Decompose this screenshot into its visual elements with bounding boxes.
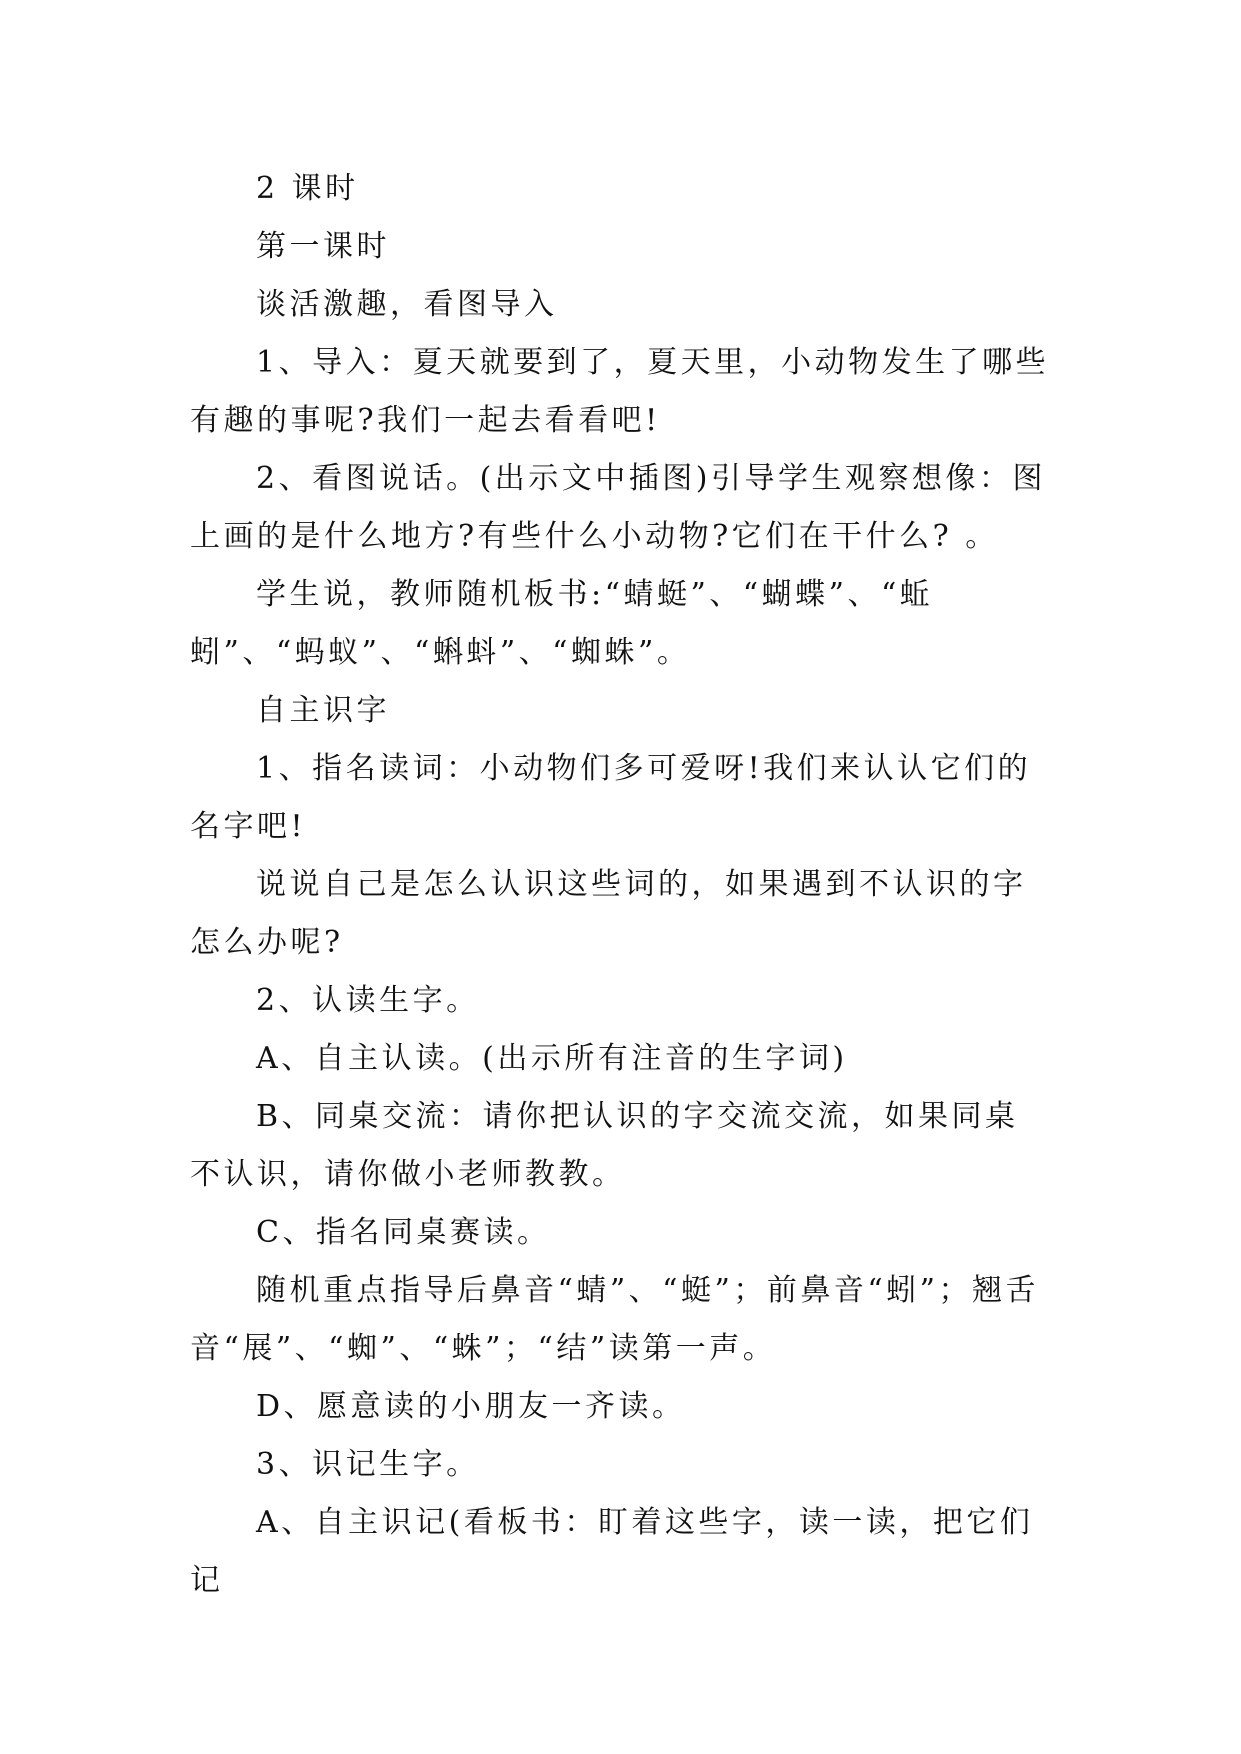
- paragraph-step-d: D、愿意读的小朋友一齐读。: [256, 1389, 686, 1424]
- document-body: [190, 160, 1050, 1610]
- paragraph-board-writing: 学生说，教师随机板书:“蜻蜓”、“蝴蝶”、“蚯蚓”、“蚂蚁”、“蝌蚪”、“蜘蛛”。: [190, 577, 934, 670]
- paragraph-read-words: 1、指名读词：小动物们多可爱呀!我们来认认它们的名字吧!: [190, 751, 1032, 844]
- paragraph-memorize-characters: 3、识记生字。: [256, 1447, 480, 1482]
- paragraph-first-lesson: 第一课时: [256, 229, 390, 264]
- paragraph-intro-step-2: 2、看图说话。(出示文中插图)引导学生观察想像：图上画的是什么地方?有些什么小动物?它们在干什么? 。: [190, 461, 1046, 554]
- paragraph-memorize-step-a: A、自主识记(看板书：盯着这些字，读一读，把它们记: [190, 1505, 1034, 1598]
- paragraph-step-b: B、同桌交流：请你把认识的字交流交流，如果同桌不认识，请你做小老师教教。: [190, 1099, 1019, 1192]
- paragraph-discuss-method: 说说自己是怎么认识这些词的，如果遇到不认识的字怎么办呢?: [190, 867, 1027, 960]
- paragraph-step-a: A、自主认读。(出示所有注音的生字词): [256, 1041, 848, 1076]
- paragraph-intro-heading: 谈活激趣，看图导入: [256, 287, 558, 322]
- paragraph-intro-step-1: 1、导入：夏天就要到了，夏天里，小动物发生了哪些有趣的事呢?我们一起去看看吧!: [190, 345, 1050, 438]
- paragraph-step-c: C、指名同桌赛读。: [256, 1215, 551, 1250]
- paragraph-lesson-count: 2 课时: [256, 171, 359, 206]
- paragraph-read-characters: 2、认读生字。: [256, 983, 480, 1018]
- paragraph-self-literacy-heading: 自主识字: [256, 693, 390, 728]
- paragraph-pronunciation-guide: 随机重点指导后鼻音“蜻”、“蜓”；前鼻音“蚓”；翘舌音“展”、“蜘”、“蛛”；“结”读第一声。: [190, 1273, 1040, 1366]
